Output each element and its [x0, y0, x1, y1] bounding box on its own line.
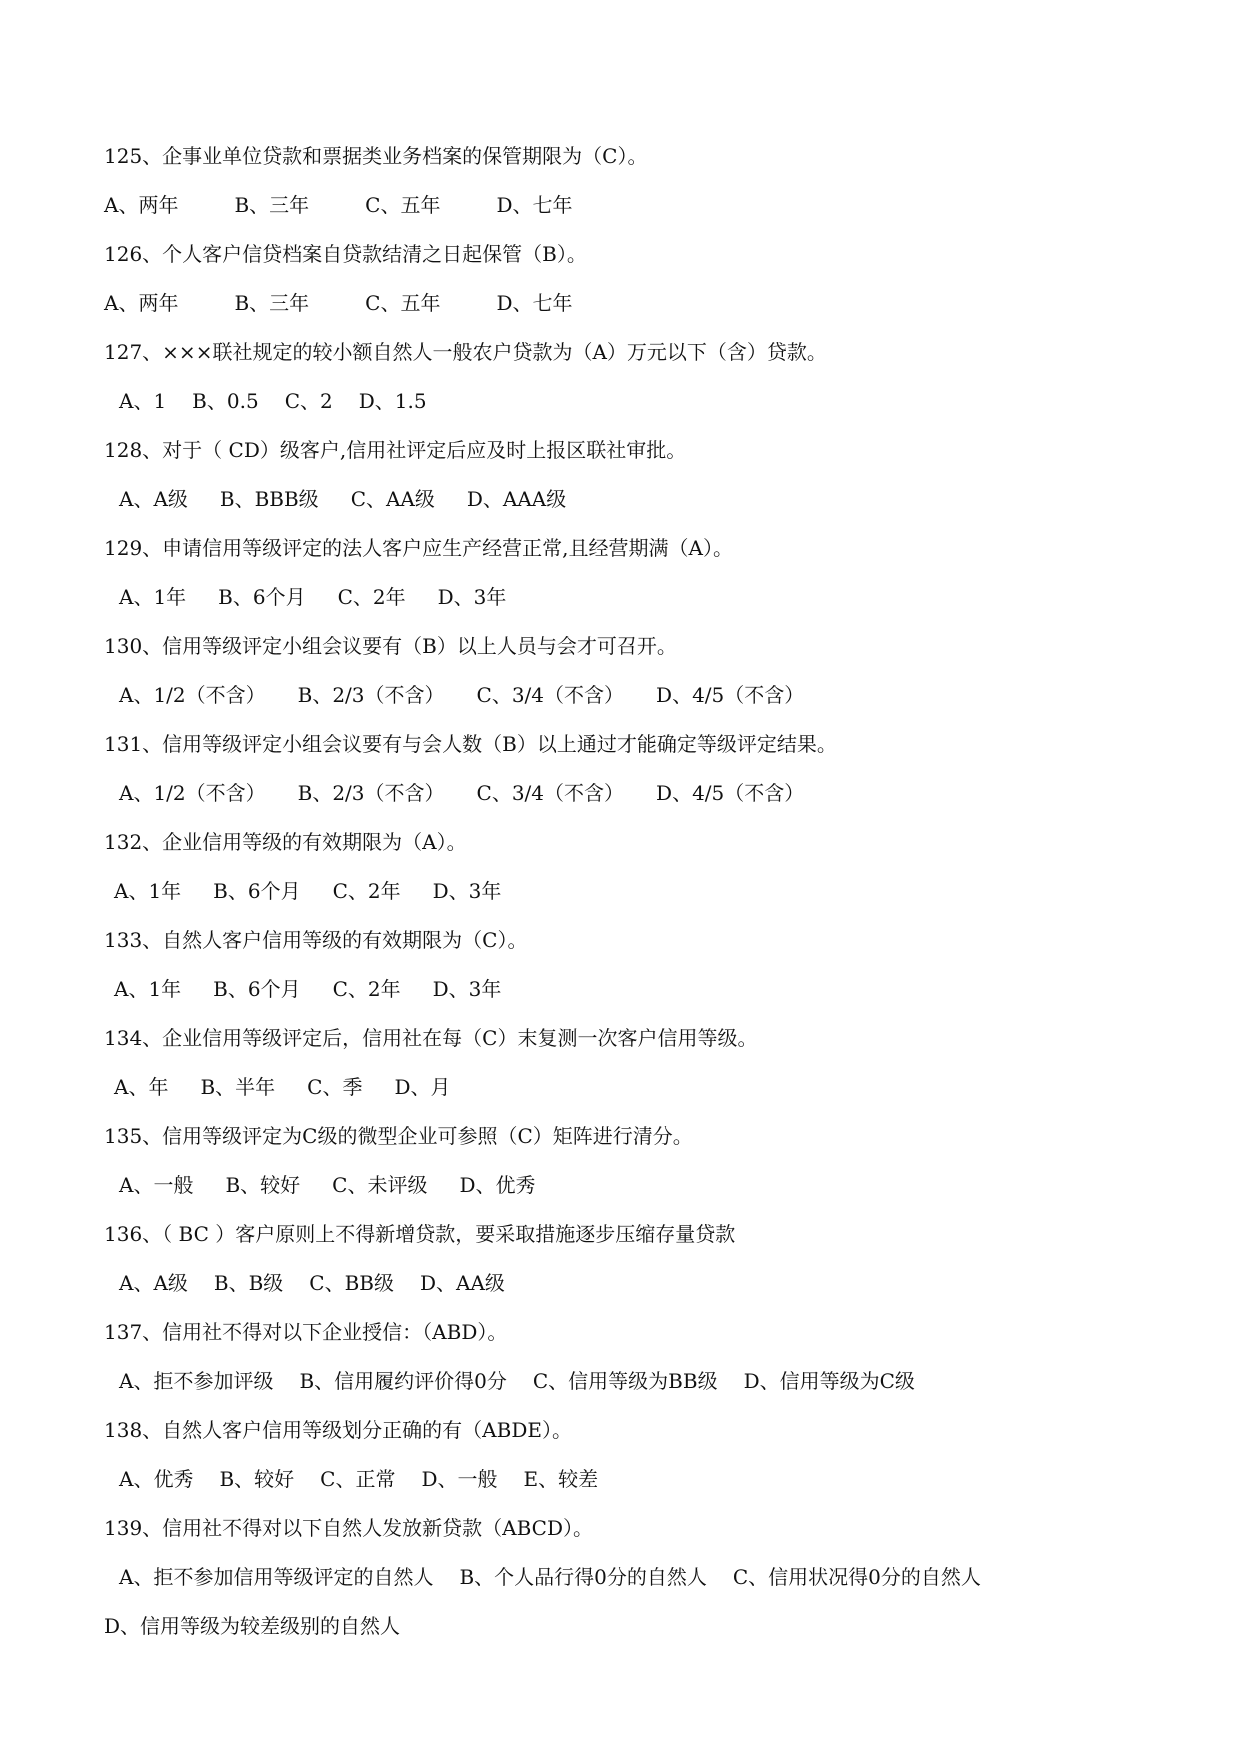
option: D、3年 [432, 977, 502, 1001]
option: B、BBB级 [219, 487, 319, 511]
option: B、个人品行得0分的自然人 [459, 1565, 707, 1589]
question-stem: 128、对于（ CD）级客户,信用社评定后应及时上报区联社审批。 [104, 438, 687, 462]
option: B、三年 [234, 193, 310, 217]
option: B、较好 [225, 1173, 301, 1197]
option: D、4/5（不含） [656, 683, 805, 707]
option-row [104, 181, 1144, 230]
option-row [104, 769, 1144, 818]
option: B、信用履约评价得0分 [299, 1369, 507, 1393]
option: B、2/3（不含） [297, 781, 445, 805]
question-stem: 127、×××联社规定的较小额自然人一般农户贷款为（A）万元以下（含）贷款。 [104, 340, 827, 364]
option: A、1年 [114, 879, 182, 903]
option: D、七年 [496, 291, 573, 315]
question-stem: 131、信用等级评定小组会议要有与会人数（B）以上通过才能确定等级评定结果。 [104, 732, 837, 756]
question-stem: 136、（ BC ）客户原则上不得新增贷款，要采取措施逐步压缩存量贷款 [104, 1222, 736, 1246]
option: C、正常 [320, 1467, 396, 1491]
option: A、1年 [114, 977, 182, 1001]
option-row [104, 1161, 1144, 1210]
option: A、两年 [104, 291, 179, 315]
option: D、1.5 [358, 389, 427, 413]
option: C、3/4（不含） [476, 683, 625, 707]
option: D、信用等级为C级 [743, 1369, 915, 1393]
option: A、年 [114, 1075, 169, 1099]
option: C、五年 [365, 193, 441, 217]
option: B、6个月 [218, 585, 306, 609]
option: B、半年 [200, 1075, 276, 1099]
option: B、0.5 [192, 389, 259, 413]
option: D、七年 [496, 193, 573, 217]
option: C、AA级 [350, 487, 435, 511]
option: C、未评级 [332, 1173, 428, 1197]
option: B、三年 [234, 291, 310, 315]
question-stem: 130、信用等级评定小组会议要有（B）以上人员与会才可召开。 [104, 634, 677, 658]
option-row [104, 475, 1144, 524]
option: C、2年 [332, 879, 401, 903]
option: A、两年 [104, 193, 179, 217]
option-row [104, 377, 1144, 426]
option: C、信用状况得0分的自然人 [732, 1565, 981, 1589]
question-stem: 135、信用等级评定为C级的微型企业可参照（C）矩阵进行清分。 [104, 1124, 693, 1148]
option: A、一般 [119, 1173, 194, 1197]
option: D、4/5（不含） [656, 781, 805, 805]
option: A、拒不参加信用等级评定的自然人 [119, 1565, 434, 1589]
option: D、AA级 [420, 1271, 505, 1295]
option-row [104, 1455, 1144, 1504]
option: B、6个月 [213, 977, 301, 1001]
option: A、拒不参加评级 [119, 1369, 274, 1393]
option: D、月 [394, 1075, 451, 1099]
option: B、B级 [213, 1271, 284, 1295]
question-stem: 133、自然人客户信用等级的有效期限为（C）。 [104, 928, 528, 952]
question-stem: 125、企事业单位贷款和票据类业务档案的保管期限为（C）。 [104, 144, 648, 168]
option-row [104, 965, 1144, 1014]
option: B、2/3（不含） [297, 683, 445, 707]
option: C、2年 [337, 585, 406, 609]
option: A、1 [119, 389, 167, 413]
option-row [104, 279, 1144, 328]
option: D、3年 [437, 585, 507, 609]
question-stem: 126、个人客户信贷档案自贷款结清之日起保管（B）。 [104, 242, 587, 266]
option: D、优秀 [459, 1173, 536, 1197]
option: D、一般 [421, 1467, 498, 1491]
option-row [104, 671, 1144, 720]
option: C、信用等级为BB级 [532, 1369, 718, 1393]
option-row [104, 1357, 1144, 1406]
option: A、优秀 [119, 1467, 194, 1491]
question-stem: 132、企业信用等级的有效期限为（A）。 [104, 830, 467, 854]
option: A、1年 [119, 585, 187, 609]
question-stem: 139、信用社不得对以下自然人发放新贷款（ABCD）。 [104, 1516, 594, 1540]
option: C、2年 [332, 977, 401, 1001]
option: C、BB级 [309, 1271, 394, 1295]
option: A、1/2（不含） [119, 683, 266, 707]
question-stem: 138、自然人客户信用等级划分正确的有（ABDE）。 [104, 1418, 572, 1442]
option-row [104, 1553, 1144, 1602]
option: D、3年 [432, 879, 502, 903]
option-continuation: D、信用等级为较差级别的自然人 [104, 1614, 401, 1638]
option: C、五年 [365, 291, 441, 315]
option: D、AAA级 [466, 487, 567, 511]
question-stem: 129、申请信用等级评定的法人客户应生产经营正常,且经营期满（A）。 [104, 536, 733, 560]
option: A、1/2（不含） [119, 781, 266, 805]
option-row [104, 867, 1144, 916]
option: B、6个月 [213, 879, 301, 903]
option: C、季 [307, 1075, 363, 1099]
option-row [104, 1063, 1144, 1112]
option-row [104, 1259, 1144, 1308]
option: A、A级 [119, 487, 188, 511]
option: E、较差 [523, 1467, 599, 1491]
question-list [104, 132, 1144, 1651]
question-stem: 134、企业信用等级评定后，信用社在每（C）末复测一次客户信用等级。 [104, 1026, 758, 1050]
option: B、较好 [219, 1467, 295, 1491]
option: A、A级 [119, 1271, 188, 1295]
option: C、3/4（不含） [476, 781, 625, 805]
option: C、2 [284, 389, 333, 413]
question-stem: 137、信用社不得对以下企业授信：（ABD）。 [104, 1320, 508, 1344]
option-row [104, 573, 1144, 622]
